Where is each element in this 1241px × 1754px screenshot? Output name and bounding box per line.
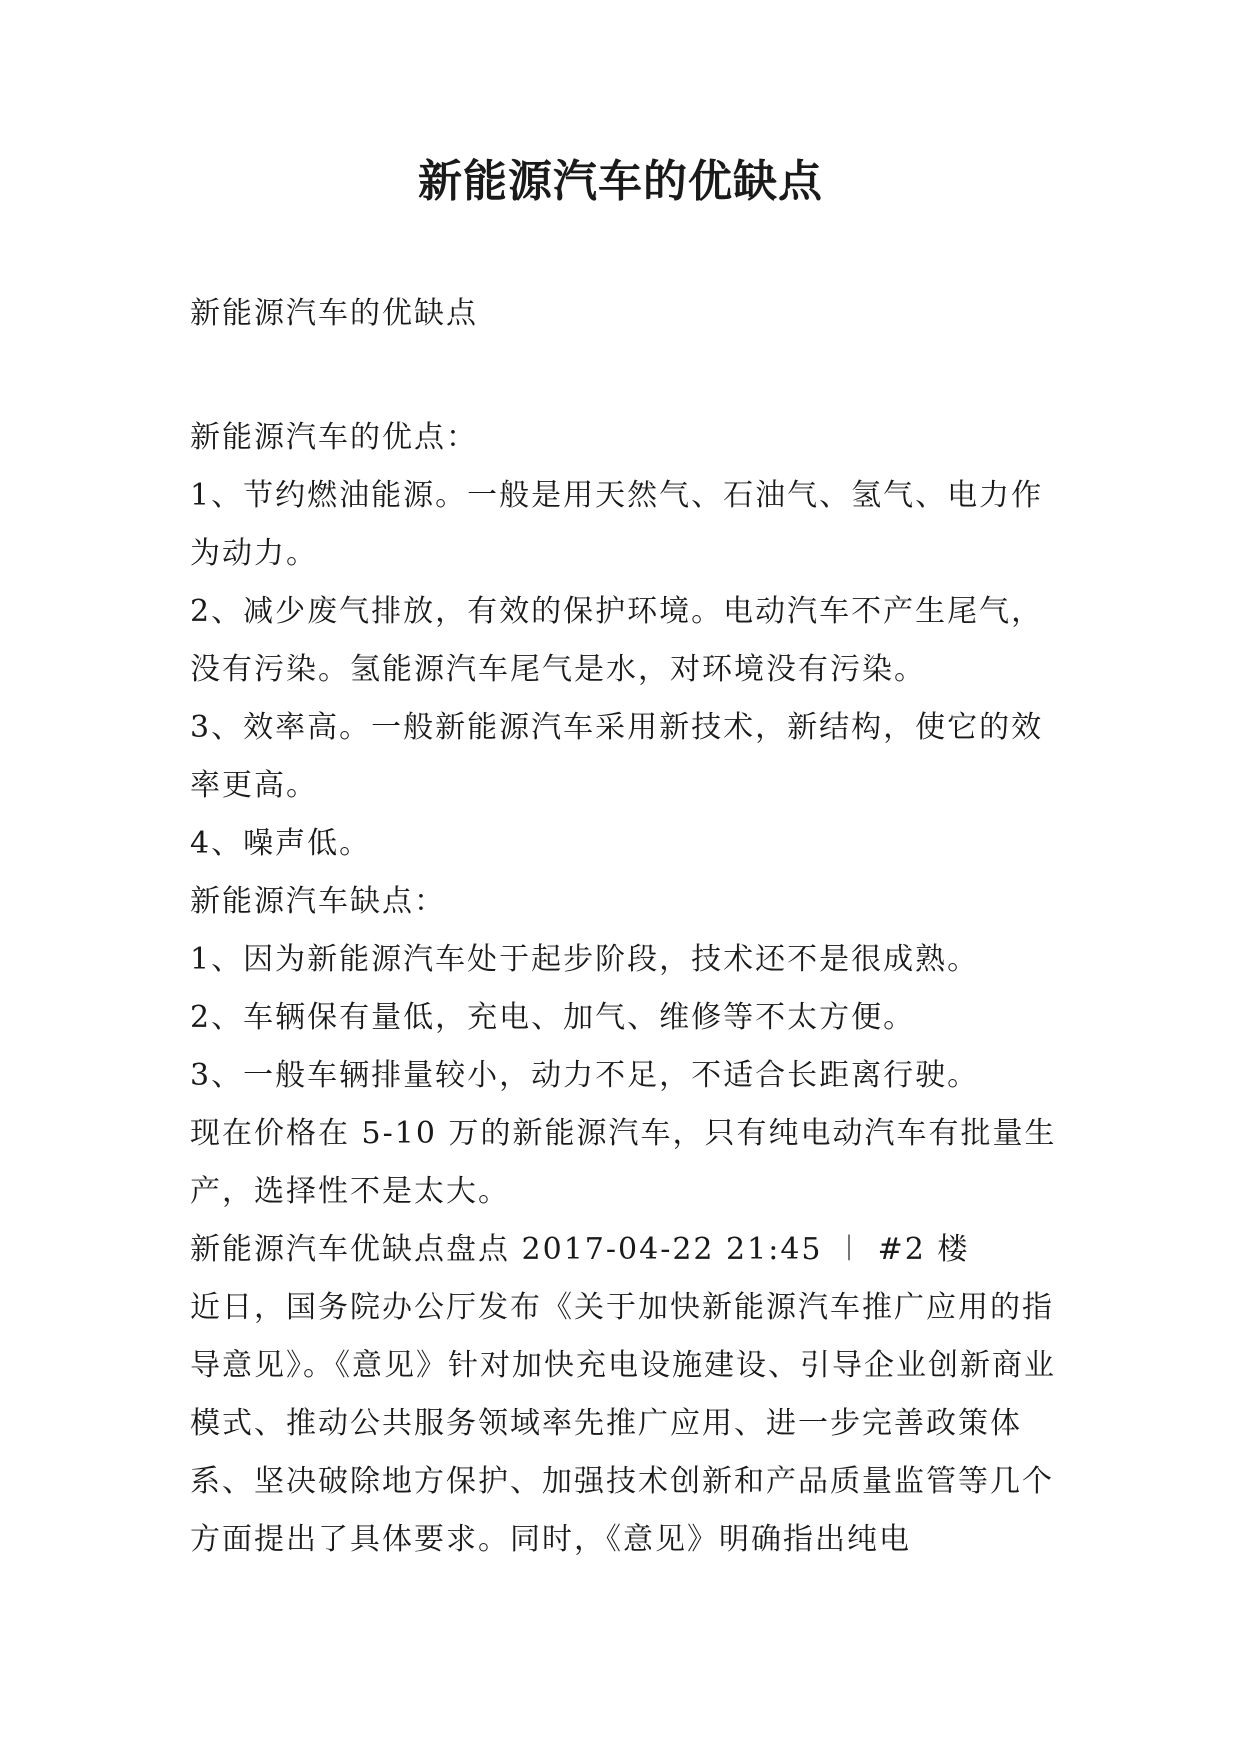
paragraph-post-header: 新能源汽车优缺点盘点 2017-04-22 21:45 ︱ #2 楼 (190, 1232, 970, 1267)
paragraph-disadvantage-2: 2、车辆保有量低，充电、加气、维修等不太方便。 (190, 1000, 916, 1035)
paragraph-disadvantages-heading: 新能源汽车缺点： (190, 884, 446, 919)
paragraph-advantage-4: 4、噪声低。 (190, 826, 372, 861)
paragraph-advantage-2: 2、减少废气排放，有效的保护环境。电动汽车不产生尾气，没有污染。氢能源汽车尾气是水，对环境没有污染。 (190, 594, 1044, 687)
paragraph-advantage-1: 1、节约燃油能源。一般是用天然气、石油气、氢气、电力作为动力。 (190, 478, 1044, 571)
paragraph-policy-news: 近日，国务院办公厅发布《关于加快新能源汽车推广应用的指导意见》。《意见》针对加快充电设施建设、引导企业创新商业模式、推动公共服务领域率先推广应用、进一步完善政策体系、坚决破除地方保护、加强技术创新和产品质量监管等几个方面提出了具体要求。同时，《意见》明确指出纯电 (190, 1290, 1056, 1557)
paragraph-disadvantage-3: 3、一般车辆排量较小，动力不足，不适合长距离行驶。 (190, 1058, 980, 1093)
paragraph-price-note: 现在价格在 5-10 万的新能源汽车，只有纯电动汽车有批量生产，选择性不是太大。 (190, 1116, 1057, 1209)
paragraph-disadvantage-1: 1、因为新能源汽车处于起步阶段，技术还不是很成熟。 (190, 942, 980, 977)
paragraph-advantages-heading: 新能源汽车的优点： (190, 420, 478, 455)
document-body (190, 409, 1070, 1569)
document-title: 新能源汽车的优缺点 (418, 156, 823, 207)
paragraph-advantage-3: 3、效率高。一般新能源汽车采用新技术，新结构，使它的效率更高。 (190, 710, 1044, 803)
document-subtitle: 新能源汽车的优缺点 (190, 296, 478, 331)
